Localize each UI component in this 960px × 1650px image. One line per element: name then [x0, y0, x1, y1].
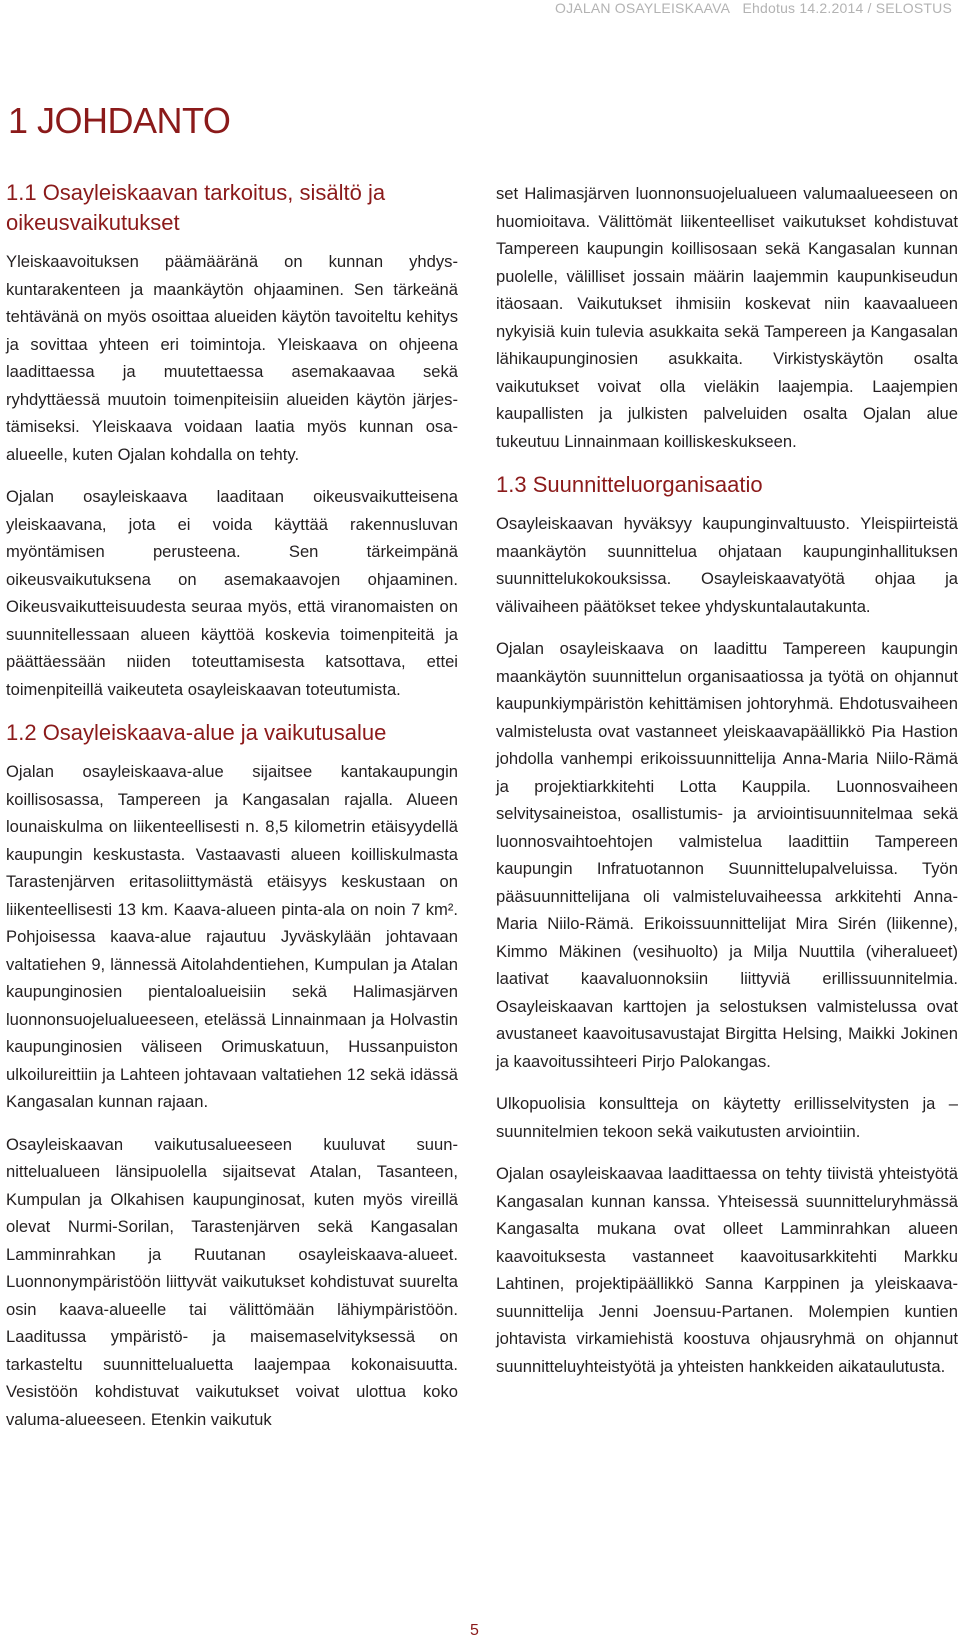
paragraph: Osayleiskaavan hyväksyy kaupunginvaltuusto. Yleispiirteistä maankäytön suunnittelua ohjataan kaupunginhallituksen suunnittelukokouksissa. Osayleiskaavatyötä ohjaa ja välivaiheen päätökset tekee yhdyskuntalautakunta.	[496, 514, 958, 616]
paragraph: Ojalan osayleiskaavaa laadittaessa on tehty tiivistä yhteistyötä Kangasalan kunnan kanssa. Yhteisessä suunnitteluryhmässä Kangasalta mukana ovat olleet Lamminrahkan alueen kaavoituksesta vastanneet kaavoitusarkkitehti Markku Lahtinen, projektipäällikkö Sanna Karppinen ja yleiskaavasuunnittelija Jenni Joensuu-Partanen. Molempien kuntien johtavista virkamiehistä koostuva ohjausryhmä on ohjannut suunnitteluyhteistyötä ja yhteisten hankkeiden aikataulutusta.	[496, 1164, 958, 1376]
paragraph: Yleiskaavoituksen päämääränä on kunnan yhdyskuntarakenteen ja maankäytön ohjaaminen. Sen tärkeänä tehtävänä on myös osoittaa alueiden käytön tavoiteltu kehitys ja sovittaa yhteen eri toimintoja. Yleiskaava on ohjeena laadittaessa ja muutettaessa asemakaavaa sekä ryhdyttäessä muutoin toimenpiteisiin alueiden käytön järjestämiseksi. Yleiskaava voidaan laatia myös kunnan osa-alueelle, kuten Ojalan kohdalla on tehty.	[6, 252, 458, 464]
section-heading-1-3: 1.3 Suunnitteluorganisaatio	[496, 472, 763, 497]
section-heading-1-2: 1.2 Osayleiskaava-alue ja vaikutusalue	[6, 720, 387, 745]
left-column	[6, 178, 458, 1448]
header-title: OJALAN OSAYLEISKAAVA	[555, 0, 731, 16]
paragraph: Ojalan osayleiskaava laaditaan oikeusvaikutteisena yleiskaavana, jota ei voida käyttää rakennusluvan myöntämisen perusteena. Sen tärkeimpänä oikeusvaikutuksena on asemakaavojen ohjaaminen. Oikeusvaikutteisuudesta seuraa myös, että viranomaisten on suunnitellessaan alueen käyttöä koskevia toimenpiteitä ja päättäessään niiden toteuttamisesta katsottava, ettei toimenpiteillä vaikeuteta osayleiskaavan toteutumista.	[6, 487, 458, 699]
running-header	[555, 0, 952, 16]
paragraph: Ulkopuolisia konsultteja on käytetty erillisselvitysten ja –suunnitelmien tekoon sekä vaikutusten arviointiin.	[496, 1094, 958, 1141]
right-column	[496, 180, 958, 1395]
paragraph: Ojalan osayleiskaava-alue sijaitsee kantakaupungin koillisosassa, Tampereen ja Kangasalan rajalla. Alueen lounaiskulma on liikenteellisesti n. 8,5 kilometrin etäisyydellä kaupungin keskustasta. Vastaavasti alueen koilliskulmasta Tarastenjärven eritasoliittymästä etäisyys keskustaan on liikenteellisesti 13 km. Kaava-alueen pinta-ala on noin 7 km². Pohjoisessa kaava-alue rajautuu Jyväskylään johtavaan valtatiehen 9, lännessä Aitolahdentiehen, Kumpulan ja Atalan kaupunginosien pientaloalueisiin sekä Halimasjärven luonnonsuojelualueeseen, etelässä Linnainmaan ja Holvastin kaupunginosien väliseen Orimuskatuun, Hussanpuiston ulkoilureittiin ja Lahteen johtavaan valtatiehen 12 sekä idässä Kangasalan kunnan rajaan.	[6, 762, 458, 1111]
section-heading-1-1: 1.1 Osayleiskaavan tarkoitus, sisältö ja oikeusvaikutukset	[6, 180, 386, 235]
paragraph: Osayleiskaavan vaikutusalueeseen kuuluvat suunnittelualueen länsipuolella sijaitsevat Atalan, Tasanteen, Kumpulan ja Olkahisen kaupunginosat, kuten myös vireillä olevat Nurmi-Sorilan, Tarastenjärven sekä Kangasalan Lamminrahkan ja Ruutanan osayleiskaava-alueet. Luonnonympäristöön liittyvät vaikutukset kohdistuvat suurelta osin kaava-alueelle tai välittömään lähiympäristöön. Laaditussa ympäristö- ja maisemaselvityksessä on tarkasteltu suunnittelualuetta laajempaa kokonaisuutta. Vesistöön kohdistuvat vaikutukset voivat ulottua koko valuma-alueeseen. Etenkin vaikutuk	[6, 1134, 458, 1429]
chapter-title: 1 JOHDANTO	[8, 100, 231, 141]
paragraph: Ojalan osayleiskaava on laadittu Tampereen kaupungin maankäytön suunnittelun organisaatiossa ja työtä on ohjannut kaupunkiympäristön kehittämisen johtoryhmä. Ehdotusvaiheen valmistelusta ovat vastanneet yleiskaavapäällikkö Pia Hastion johdolla vanhempi erikoissuunnittelija Anna-Maria Niilo-Rämä ja projektiarkkitehti Lotta Kauppila. Luonnosvaiheen selvitysaineistoa, osallistumis- ja arviointisuunnitelmaa sekä luonnosvaihtoehtojen valmistelua laadittiin Tampereen kaupungin Infratuotannon Suunnittelupalveluissa. Työn pääsuunnittelijana oli valmisteluvaiheessa arkkitehti AnnaMaria Niilo-Rämä. Erikoissuunnittelijat Mira Sirén (liikenne), Kimmo Mäkinen (vesihuolto) ja Milja Nuuttila (viheralueet) laativat kaavaluonnoksiin liittyviä erillissuunnitelmia. Osayleiskaavan karttojen ja selostuksen valmistelussa ovat avustaneet kaavoitusavustajat Birgitta Helsing, Maikki Jokinen ja kaavoitussihteeri Pirjo Palokangas.	[496, 639, 958, 1071]
page-number: 5	[470, 1622, 479, 1639]
header-subtitle: Ehdotus 14.2.2014 / SELOSTUS	[742, 0, 952, 16]
paragraph: set Halimasjärven luonnonsuojelualueen valumaalueeseen on huomioitava. Välittömät liikenteelliset vaikutukset kohdistuvat Tampereen kaupungin koillisosaan sekä Kangasalan kunnan puolelle, välilliset jossain määrin laajemmin kaupunkiseudun itäosaan. Vaikutukset ihmisiin koskevat niin kaavaalueen nykyisiä kuin tulevia asukkaita sekä Tampereen ja Kangasalan lähikaupunginosien asukkaita. Virkistyskäytön osalta vaikutukset voivat olla vieläkin laajempia. Laajempien kaupallisten ja julkisten palveluiden osalta Ojalan alue tukeutuu Linnainmaan koilliskeskukseen.	[496, 184, 958, 451]
